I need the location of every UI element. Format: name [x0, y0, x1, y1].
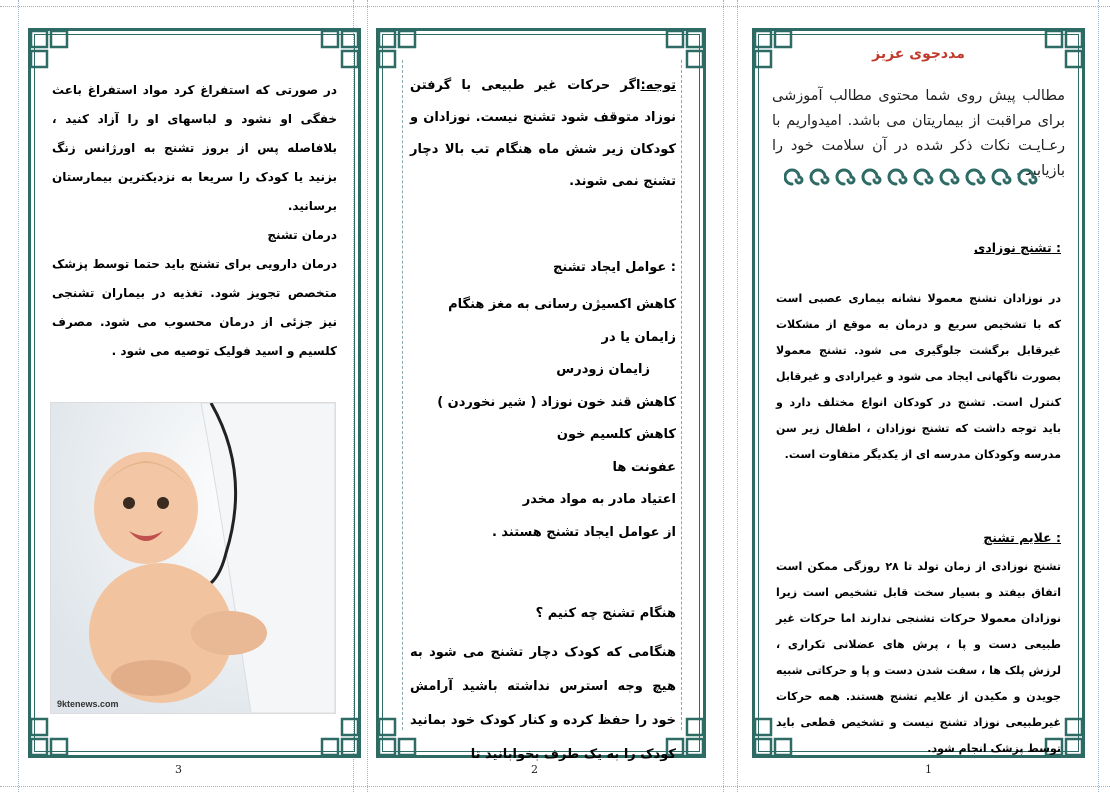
brochure-panel-2: [376, 28, 706, 762]
brochure-panel-1: [752, 28, 1085, 758]
page-number: 1: [925, 763, 932, 776]
page-guide: [737, 0, 738, 792]
note-text: اگر حرکات غیر طبیعی با گرفتن نوزاد متوقف شود تشنج نیست. نوزادان و کودکان زیر شش ماه هنگام تب بالا دچار تشنج نمی شوند.: [410, 78, 676, 189]
page-guide: [723, 0, 724, 792]
decorative-swirl-divider-icon: [782, 168, 1055, 200]
page-guide: [1098, 0, 1099, 792]
corner-ornament-icon: [28, 716, 70, 758]
what-to-do-paragraph: هنگامی که کودک دچار تشنج می شود به هیچ وجه استرس نداشته باشید آرامش خود را حفظ کرده و کنار کودک خود بمانید کودک را به یک طرف بخوابانید تا: [410, 645, 676, 762]
section-heading-treatment: درمان تشنج: [267, 228, 337, 242]
corner-ornament-icon: [319, 716, 361, 758]
baby-doctor-photo: [50, 402, 336, 714]
page-guide: [367, 0, 368, 792]
panel-title: مددجوی عزیز: [872, 46, 965, 62]
page-number: 3: [175, 763, 182, 776]
brochure-panel-3: [28, 28, 361, 758]
page-number: 2: [531, 763, 538, 776]
page-guide: [0, 786, 1110, 787]
intro-paragraph: مطالب پیش روی شما محتوی مطالب آموزشی برای مراقبت از بیماریتان می باشد. امیدواریم با رعـایـت نکات ذکر شده در آن سلامت خود را بازیابید .: [772, 88, 1065, 179]
section-heading-seizure-signs: علایم تشنج :: [983, 530, 1061, 545]
section-heading-seizure-causes: عوامل ایجاد تشنج :: [553, 260, 676, 275]
page-guide: [0, 6, 1110, 7]
list-item: کاهش اکسیژن رسانی به مغز هنگام زایمان یا در: [448, 297, 676, 345]
note-label: توجه:: [640, 78, 676, 93]
list-item: زایمان زودرس: [556, 362, 650, 377]
treatment-text-block: [52, 76, 337, 366]
list-item: کاهش قند خون نوزاد ( شیر نخوردن ): [437, 394, 676, 410]
seizure-causes-list: [410, 289, 676, 549]
photo-watermark: 9ktenews.com: [57, 699, 119, 709]
corner-ornament-icon: [28, 28, 70, 70]
list-item: عفونت ها: [612, 459, 676, 475]
seizure-signs-paragraph: تشنج نوزادی از زمان تولد تا ۲۸ روزگی ممکن است اتفاق بیفتد و بسیار سخت قابل تشخیص است زیرا نوزادان معمولا حرکات تشنجی ندارند اما حرکات غیر طبیعی دست و پا ، پرش های عضلانی تکراری ، لرزش پلک ها ، سفت شدن دست و پا و حرکاتی شبیه جویدن و مکیدن از علایم تشنج هستند. همه حرکات غیرطبیعی نوزاد تشنج نیست و تشخیص قطعی باید توسط پزشک انجام شود.: [776, 560, 1061, 755]
section-heading-neonatal-seizure: تشنج نوزادی :: [973, 240, 1061, 255]
section-heading-what-to-do: هنگام تشنج چه کنیم ؟: [535, 606, 676, 621]
corner-ornament-icon: [319, 28, 361, 70]
note-paragraph: [410, 70, 676, 198]
vomit-advice-paragraph: در صورتی که استفراغ کرد مواد استفراغ باعث خفگی او نشود و لباسهای او را آزاد کنید ، بلافاصله پس از بروز تشنج به اورژانس زنگ بزنید یا کودک را سریعا به نزدیکترین بیمارستان برسانید.: [52, 83, 337, 213]
list-item: اعتیاد مادر به مواد مخدر: [522, 492, 676, 507]
list-item: کاهش کلسیم خون: [556, 427, 676, 442]
page-guide: [18, 0, 19, 792]
treatment-paragraph: درمان دارویی برای تشنج باید حتما توسط پزشک متخصص تجویز شود. تغذیه در بیماران تشنجی نیز جزئی از درمان محسوب می شود. مصرف کلسیم و اسید فولیک توصیه می شود .: [52, 257, 337, 358]
neonatal-seizure-paragraph: در نوزادان تشنج معمولا نشانه بیماری عصبی است که با تشخیص سریع و درمان به موقع از مشکلات غیرقابل برگشت جلوگیری می شود. تشنج معمولا بصورت ناگهانی ایجاد می شود و غیرارادی و غیرقابل کنترل است. تشنج در کودکان انواع مختلف دارد و باید توجه داشت که تشنج نوزادان ، اطفال زیر سن مدرسه وکودکان مدرسه ای از یکدیگر متفاوت است.: [776, 292, 1061, 461]
list-item: از عوامل ایجاد تشنج هستند .: [491, 524, 676, 540]
